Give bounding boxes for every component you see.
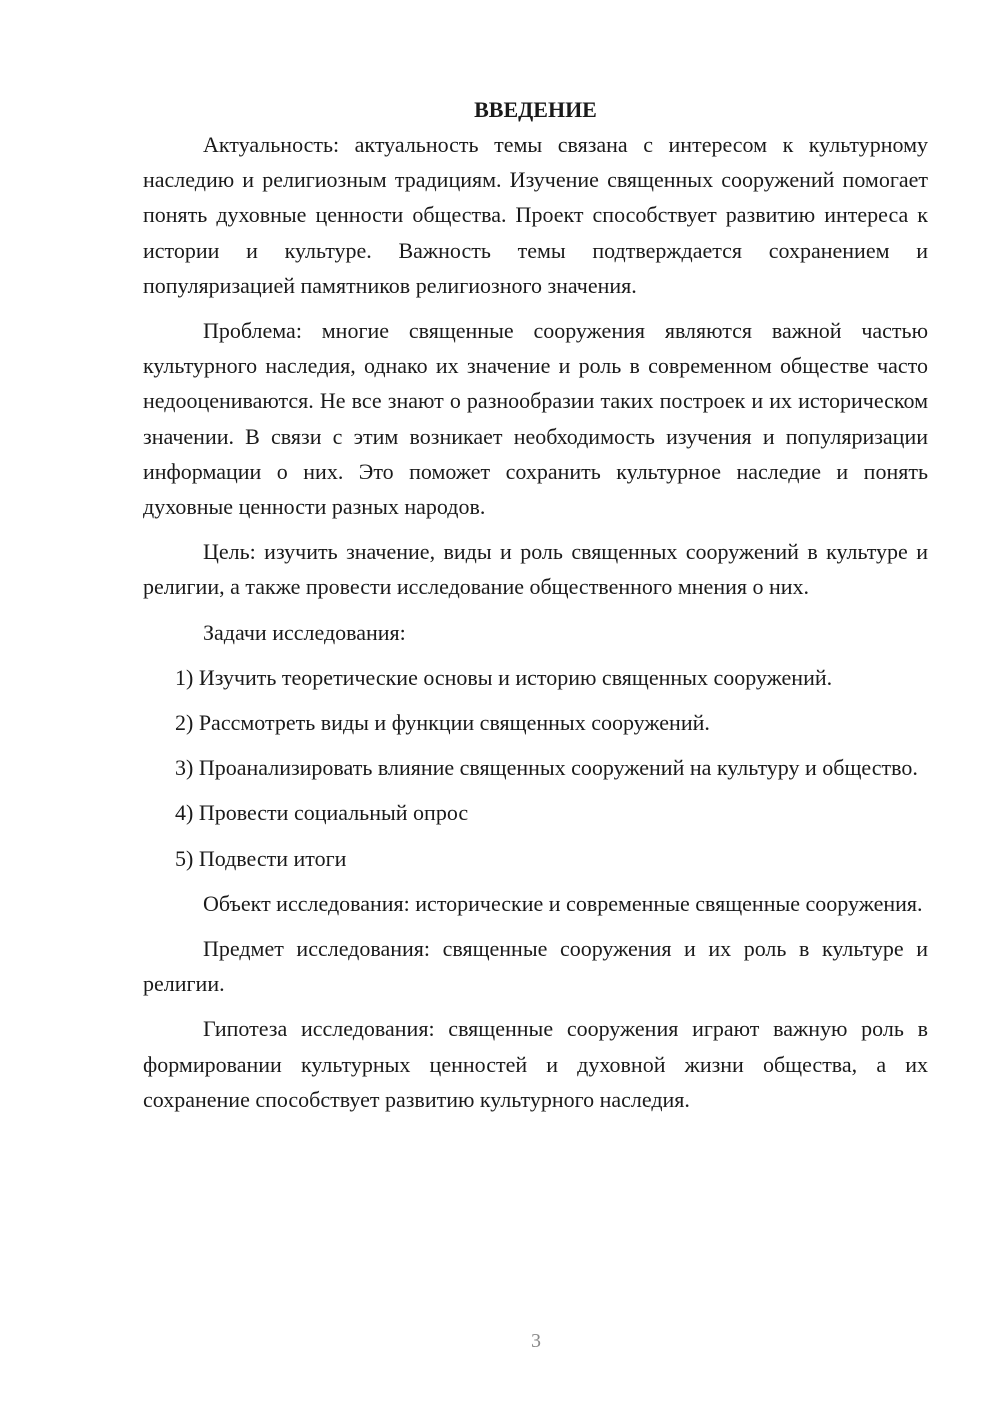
paragraph-goal: Цель: изучить значение, виды и роль священных сооружений в культуре и религии, а также провести исследование общественного мнения о них. xyxy=(143,539,928,600)
task-item-3: 3) Проанализировать влияние священных сооружений на культуру и общество. xyxy=(175,755,918,781)
document-page xyxy=(143,92,928,1127)
task-item-5: 5) Подвести итоги xyxy=(175,845,347,871)
paragraph-relevance: Актуальность: актуальность темы связана с интересом к культурному наследию и религиозным традициям. Изучение священных сооружений помогает понять духовные ценности общества. Проект способствует развитию интереса к истории и культуре. Важность темы подтверждается сохранением и популяризацией памятников религиозного значения. xyxy=(143,132,928,298)
task-item-4: 4) Провести социальный опрос xyxy=(175,800,469,826)
paragraph-problem: Проблема: многие священные сооружения являются важной частью культурного наследия, однако их значение и роль в современном обществе часто недооцениваются. Не все знают о разнообразии таких построек и их историческом значении. В связи с этим возникает необходимость изучения и популяризации информации о них. Это поможет сохранить культурное наследие и понять духовные ценности разных народов. xyxy=(143,318,928,520)
task-item-2: 2) Рассмотреть виды и функции священных сооружений. xyxy=(175,710,710,736)
document-title: ВВЕДЕНИЕ xyxy=(474,97,597,122)
tasks-heading: Задачи исследования: xyxy=(203,619,406,645)
page-number: 3 xyxy=(531,1330,541,1352)
paragraph-object: Объект исследования: исторические и современные священные сооружения. xyxy=(203,890,923,916)
paragraph-subject: Предмет исследования: священные сооружения и их роль в культуре и религии. xyxy=(143,936,928,997)
task-item-1: 1) Изучить теоретические основы и историю священных сооружений. xyxy=(175,664,833,690)
paragraph-hypothesis: Гипотеза исследования: священные сооружения играют важную роль в формировании культурных ценностей и духовной жизни общества, а их сохранение способствует развитию культурного наследия. xyxy=(143,1016,928,1112)
